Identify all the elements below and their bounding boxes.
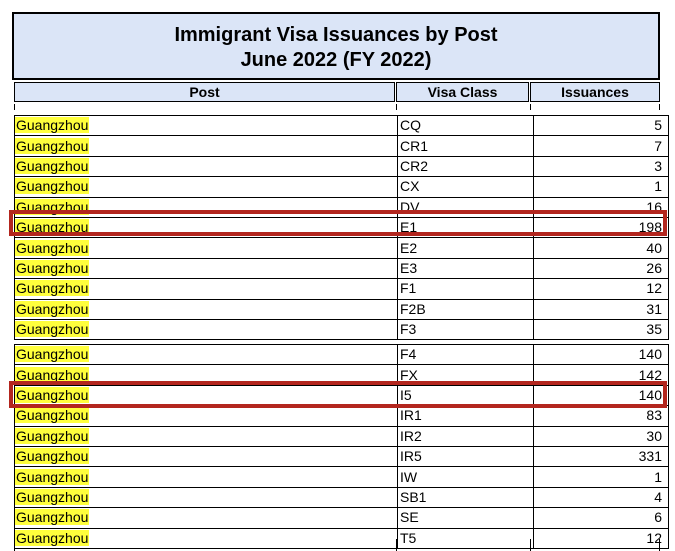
post-name-highlighted: Guangzhou	[16, 239, 89, 256]
post-name-highlighted: Guangzhou	[16, 219, 89, 236]
post-cell	[15, 467, 398, 487]
post-cell	[15, 508, 398, 528]
post-cell	[15, 406, 398, 426]
table-row	[15, 467, 669, 487]
post-cell	[15, 217, 398, 237]
post-cell	[15, 319, 398, 339]
visa-class-cell: F2B	[398, 299, 534, 319]
visa-class-cell: E2	[398, 238, 534, 258]
issuances-cell: 83	[534, 406, 669, 426]
issuances-cell: 35	[534, 319, 669, 339]
table-continuation	[14, 539, 660, 551]
post-name-highlighted: Guangzhou	[16, 178, 89, 195]
post-name-highlighted: Guangzhou	[16, 259, 89, 276]
table-row	[15, 406, 669, 426]
issuances-cell: 331	[534, 446, 669, 466]
issuances-cell: 26	[534, 258, 669, 278]
visa-class-cell: CR2	[398, 156, 534, 176]
post-cell	[15, 258, 398, 278]
visa-class-cell: I5	[398, 385, 534, 405]
issuances-cell: 12	[534, 528, 669, 548]
issuance-table-part-1	[14, 115, 669, 340]
post-name-highlighted: Guangzhou	[16, 300, 89, 317]
visa-class-cell: CR1	[398, 136, 534, 156]
issuances-cell: 140	[534, 345, 669, 365]
table-row	[15, 258, 669, 278]
table-row	[15, 156, 669, 176]
post-name-highlighted: Guangzhou	[16, 386, 89, 403]
post-name-highlighted: Guangzhou	[16, 488, 89, 505]
visa-class-cell: T5	[398, 528, 534, 548]
issuances-cell: 140	[534, 385, 669, 405]
post-name-highlighted: Guangzhou	[16, 137, 89, 154]
table-row	[15, 426, 669, 446]
post-name-highlighted: Guangzhou	[16, 321, 89, 338]
visa-class-cell: F1	[398, 279, 534, 299]
issuances-cell: 5	[534, 116, 669, 136]
post-name-highlighted: Guangzhou	[16, 280, 89, 297]
issuances-cell: 30	[534, 426, 669, 446]
issuances-cell: 40	[534, 238, 669, 258]
issuances-cell: 16	[534, 197, 669, 217]
table-row	[15, 299, 669, 319]
table-row	[15, 116, 669, 136]
report-header	[12, 12, 660, 80]
post-cell	[15, 385, 398, 405]
visa-class-cell: SB1	[398, 487, 534, 507]
visa-class-cell: CQ	[398, 116, 534, 136]
post-name-highlighted: Guangzhou	[16, 529, 89, 546]
post-cell	[15, 299, 398, 319]
report-title: Immigrant Visa Issuances by Post	[174, 24, 498, 46]
post-name-highlighted: Guangzhou	[16, 468, 89, 485]
column-header-visa-class: Visa Class	[396, 82, 529, 102]
post-cell	[15, 446, 398, 466]
issuances-cell: 31	[534, 299, 669, 319]
table-row	[15, 345, 669, 365]
table-row	[15, 279, 669, 299]
post-name-highlighted: Guangzhou	[16, 198, 89, 215]
post-cell	[15, 365, 398, 385]
visa-class-cell: IR5	[398, 446, 534, 466]
column-header-post: Post	[14, 82, 395, 102]
post-name-highlighted: Guangzhou	[16, 407, 89, 424]
visa-class-cell: SE	[398, 508, 534, 528]
post-cell	[15, 345, 398, 365]
post-name-highlighted: Guangzhou	[16, 509, 89, 526]
issuances-cell: 142	[534, 365, 669, 385]
post-cell	[15, 197, 398, 217]
post-name-highlighted: Guangzhou	[16, 346, 89, 363]
visa-class-cell: F3	[398, 319, 534, 339]
report-subtitle: June 2022 (FY 2022)	[240, 49, 432, 71]
issuances-cell: 3	[534, 156, 669, 176]
post-name-highlighted: Guangzhou	[16, 366, 89, 383]
table-row	[15, 487, 669, 507]
issuances-cell: 12	[534, 279, 669, 299]
visa-class-cell: IR1	[398, 406, 534, 426]
visa-class-cell: IR2	[398, 426, 534, 446]
visa-class-cell: F4	[398, 345, 534, 365]
visa-class-cell: FX	[398, 365, 534, 385]
table-row	[15, 319, 669, 339]
visa-class-cell: IW	[398, 467, 534, 487]
post-name-highlighted: Guangzhou	[16, 448, 89, 465]
table-row	[15, 365, 669, 385]
table-row	[15, 508, 669, 528]
visa-class-cell: CX	[398, 177, 534, 197]
table-row	[15, 197, 669, 217]
post-name-highlighted: Guangzhou	[16, 427, 89, 444]
post-cell	[15, 487, 398, 507]
post-cell	[15, 116, 398, 136]
post-name-highlighted: Guangzhou	[16, 157, 89, 174]
table-row	[15, 446, 669, 466]
table-row	[15, 385, 669, 405]
post-cell	[15, 177, 398, 197]
table-row	[15, 177, 669, 197]
issuances-cell: 7	[534, 136, 669, 156]
post-cell	[15, 279, 398, 299]
issuances-cell: 6	[534, 508, 669, 528]
post-cell	[15, 238, 398, 258]
column-header-issuances: Issuances	[530, 82, 660, 102]
table-gap	[14, 104, 660, 110]
post-cell	[15, 156, 398, 176]
post-cell	[15, 136, 398, 156]
issuances-cell: 1	[534, 467, 669, 487]
post-cell	[15, 426, 398, 446]
table-row	[15, 238, 669, 258]
post-name-highlighted: Guangzhou	[16, 117, 89, 134]
issuances-cell: 4	[534, 487, 669, 507]
table-row	[15, 217, 669, 237]
issuances-cell: 198	[534, 217, 669, 237]
visa-class-cell: E1	[398, 217, 534, 237]
issuances-cell: 1	[534, 177, 669, 197]
visa-class-cell: DV	[398, 197, 534, 217]
issuance-table-part-2	[14, 344, 669, 549]
visa-class-cell: E3	[398, 258, 534, 278]
table-row	[15, 136, 669, 156]
